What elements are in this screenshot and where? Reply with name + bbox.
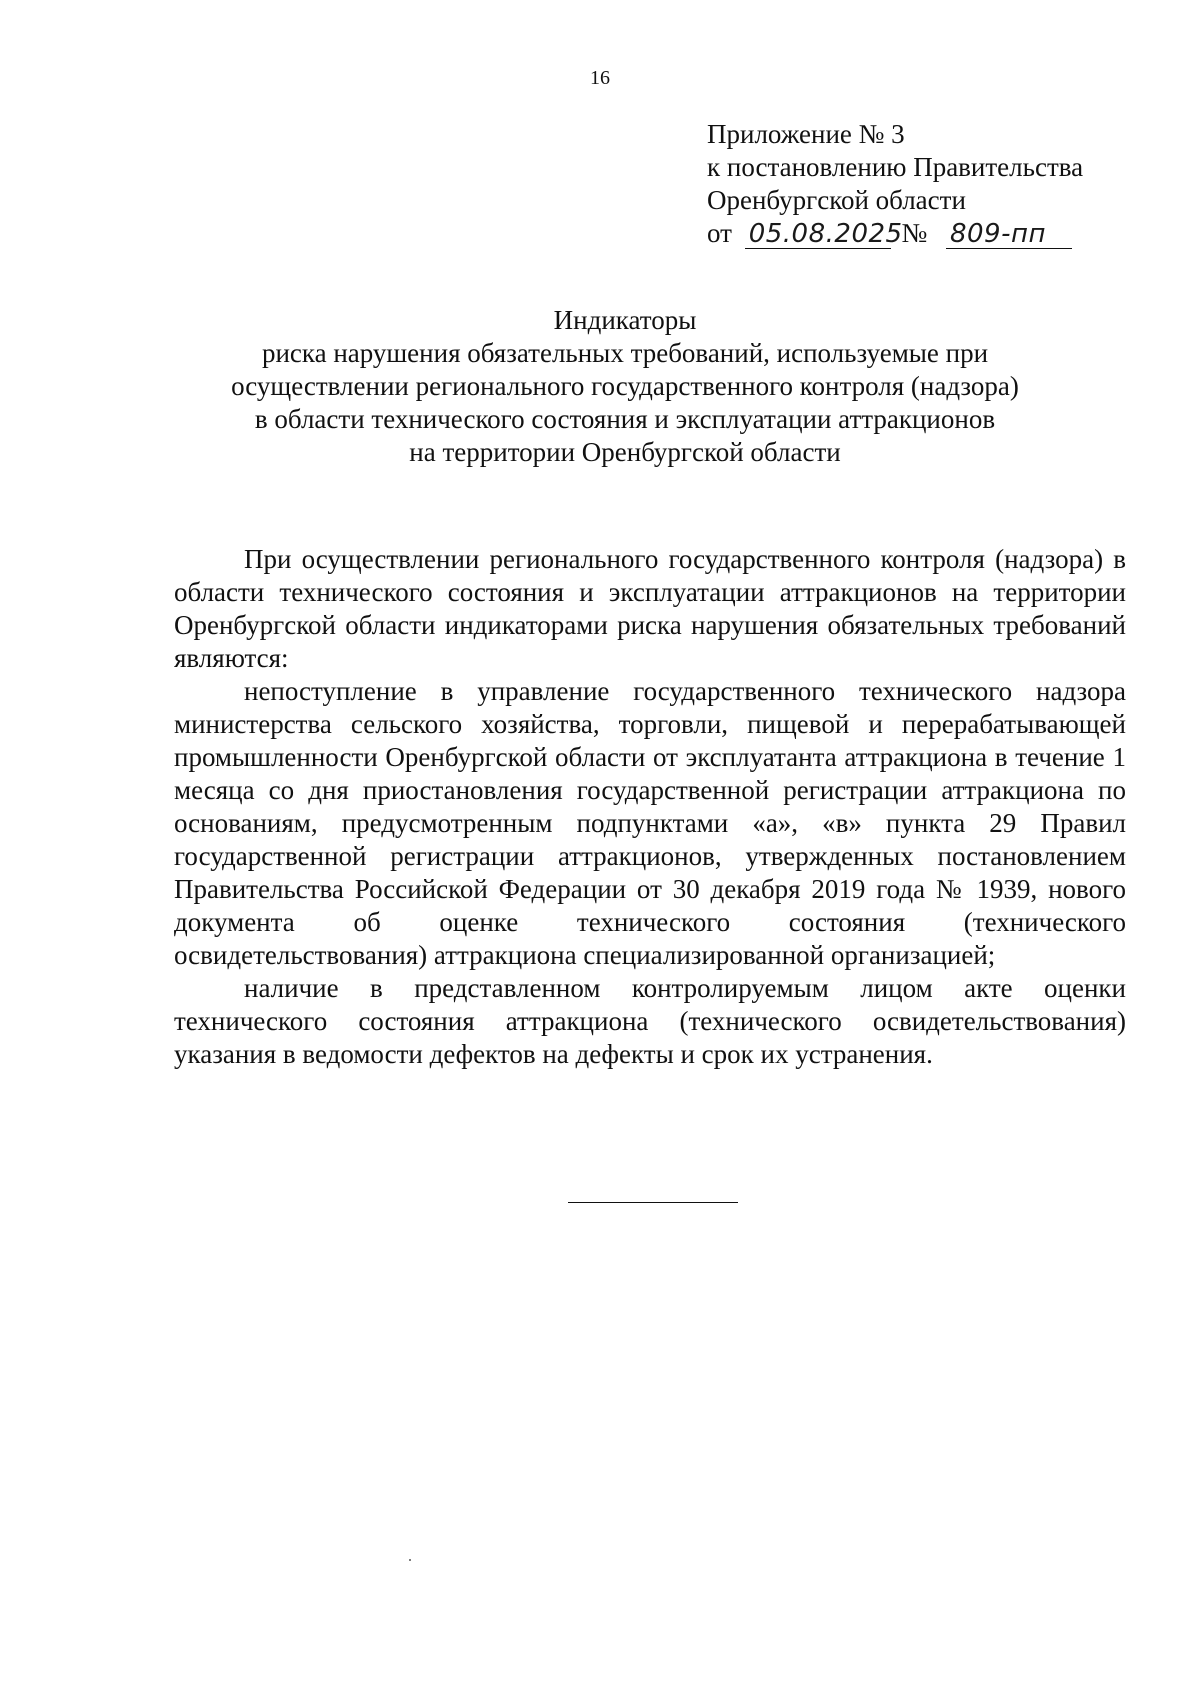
page-number: 16 xyxy=(590,67,610,89)
approval-block xyxy=(707,118,1147,253)
body-paragraph-indicator-2: наличие в представленном контролируемым лицом акте оценки технического состояния аттракциона (технического освидетельствования) указания в ведомости дефектов на дефекты и срок их устранения. xyxy=(174,973,1126,1069)
title-line-3: осуществлении регионального государственного контроля (надзора) xyxy=(231,371,1019,401)
handwritten-date: 05.08.2025 xyxy=(745,220,891,249)
closing-divider-line xyxy=(568,1202,738,1203)
approval-region-label: Оренбургской области xyxy=(707,185,966,215)
scan-speck xyxy=(409,1559,411,1561)
title-line-4: в области технического состояния и эксплуатации аттракционов xyxy=(254,404,996,434)
handwritten-decree-number: 809-пп xyxy=(946,220,1072,249)
title-line-5: на территории Оренбургской области xyxy=(409,437,841,467)
body-paragraph-indicator-1: непоступление в управление государственного технического надзора министерства сельского хозяйства, торговли, пищевой и перерабатывающей промышленности Оренбургской области от эксплуатанта аттракциона в течение 1 месяца со дня приостановления государственной регистрации аттракциона по основаниям, предусмотренным подпунктами «а», «в» пункта 29 Правил государственной регистрации аттракционов, утвержденных постановлением Правительства Российской Федерации от 30 декабря 2019 года № 1939, нового документа об оценке технического состояния (технического освидетельствования) аттракциона специализированной организацией; xyxy=(174,676,1126,970)
document-title xyxy=(170,304,1080,469)
approval-number-sign: № xyxy=(901,218,928,248)
approval-appendix-label: Приложение № 3 xyxy=(707,119,905,149)
title-line-1: Индикаторы xyxy=(553,305,697,335)
approval-decree-label: к постановлению Правительства xyxy=(707,152,1084,182)
approval-date-prefix: от xyxy=(707,218,732,248)
approval-date-number-line xyxy=(707,217,1147,253)
document-body xyxy=(174,543,1126,1071)
body-paragraph-intro: При осуществлении регионального государственного контроля (надзора) в области технического состояния и эксплуатации аттракционов на территории Оренбургской области индикаторами риска нарушения обязательных требований являются: xyxy=(174,544,1126,673)
title-line-2: риска нарушения обязательных требований, используемые при xyxy=(261,338,989,368)
